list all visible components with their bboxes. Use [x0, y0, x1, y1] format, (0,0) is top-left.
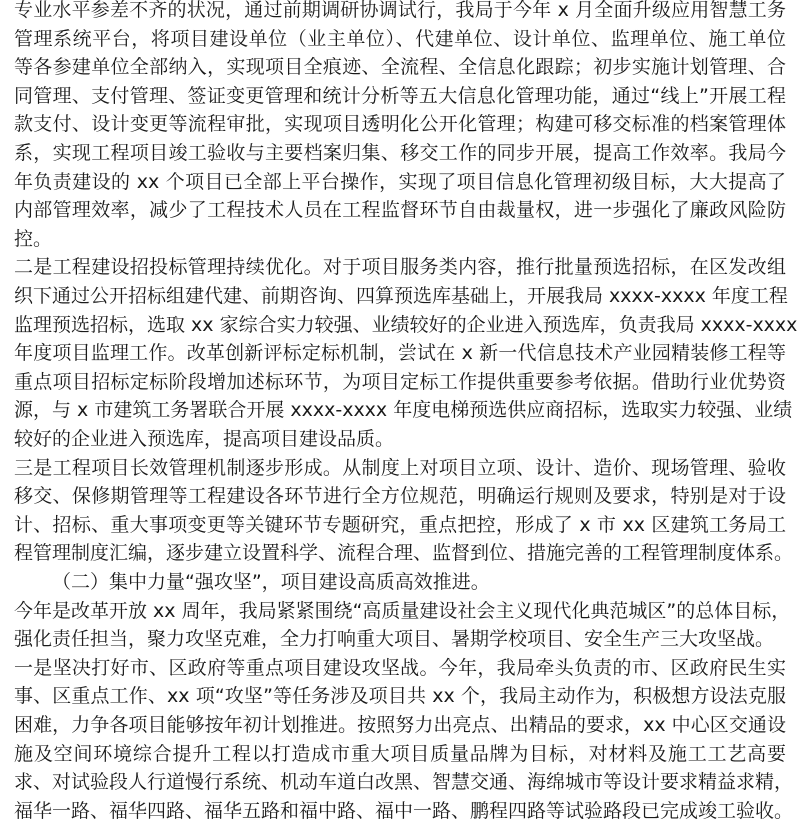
text-line: 年负责建设的 xx 个项目已全部上平台操作，实现了项目信息化管理初级目标，大大提高了	[14, 170, 786, 193]
text-line: 困难，力争各项目能够按年初计划推进。按照努力出亮点、出精品的要求，xx 中心区交通设	[14, 714, 786, 736]
text-line: 监理预选招标，选取 xx 家综合实力较强、业绩较好的企业进入预选库，负责我局 xxxx-xxxx	[14, 313, 798, 336]
text-line: 施及空间环境综合提升工程以打造成市重大项目质量品牌为目标，对材料及施工工艺高要	[14, 742, 786, 765]
text-line: 等各参建单位全部纳入，实现项目全痕迹、全流程、全信息化跟踪；初步实施计划管理、合	[14, 56, 786, 79]
text-line: 较好的企业进入预选库，提高项目建设品质。	[14, 428, 395, 450]
text-line: 福华一路、福华四路、福华五路和福中路、福中一路、鹏程四路等试验路段已完成竣工验收。	[14, 799, 794, 822]
text-line: 今年是改革开放 xx 周年，我局紧紧围绕“高质量建设社会主义现代化典范城区”的总体目标，	[14, 599, 791, 622]
text-line: 重点项目招标定标阶段增加述标环节，为项目定标工作提供重要参考依据。借助行业优势资	[14, 370, 786, 393]
text-line: 强化责任担当，聚力攻坚克难，全力打响重大项目、暑期学校项目、安全生产三大攻坚战。	[14, 628, 775, 651]
text-line: 求、对试验段人行道慢行系统、机动车道白改黑、智慧交通、海绵城市等设计要求精益求精，	[14, 771, 794, 794]
text-line: 移交、保修期管理等工程建设各环节进行全方位规范，明确运行规则及要求，特别是对于设	[14, 485, 786, 508]
text-line: 系，实现工程项目竣工验收与主要档案归集、移交工作的同步开展，提高工作效率。我局今	[14, 142, 786, 164]
text-line: 程管理制度汇编，逐步建立设置科学、流程合理、监督到位、措施完善的工程管理制度体系。	[14, 542, 794, 565]
text-line: 二是工程建设招投标管理持续优化。对于项目服务类内容，推行批量预选招标，在区发改组	[14, 256, 786, 279]
text-line: 事、区重点工作、xx 项“攻坚”等任务涉及项目共 xx 个，我局主动作为，积极想方设法克服	[14, 685, 786, 708]
text-line: 管理系统平台，将项目建设单位（业主单位）、代建单位、设计单位、监理单位、施工单位	[14, 27, 786, 50]
text-line: 三是工程项目长效管理机制逐步形成。从制度上对项目立项、设计、造价、现场管理、验收	[14, 456, 786, 479]
text-line: 款支付、设计变更等流程审批，实现项目透明化公开化管理；构建可移交标准的档案管理体	[14, 113, 786, 136]
text-line: 同管理、支付管理、签证变更管理和统计分析等五大信息化管理功能，通过“线上”开展工程	[14, 84, 786, 107]
text-line: 源，与 x 市建筑工务署联合开展 xxxx-xxxx 年度电梯预选供应商招标，选取实力较强、业绩	[14, 399, 793, 422]
text-line: 一是坚决打好市、区政府等重点项目建设攻坚战。今年，我局牵头负责的市、区政府民生实	[14, 656, 786, 679]
text-line: 控。	[14, 227, 53, 250]
text-line: 专业水平参差不齐的状况，通过前期调研协调试行，我局于今年 x 月全面升级应用智慧工务	[14, 0, 786, 21]
text-line: 内部管理效率，减少了工程技术人员在工程监督环节自由裁量权，进一步强化了廉政风险防	[14, 199, 786, 222]
text-line: 织下通过公开招标组建代建、前期咨询、四算预选库基础上，开展我局 xxxx-xxxx 年度工程	[14, 285, 788, 307]
text-line: （二）集中力量“强攻坚”，项目建设高质高效推进。	[52, 571, 490, 593]
text-line: 年度项目监理工作。改革创新评标定标机制，尝试在 x 新一代信息技术产业园精装修工程等	[14, 342, 786, 365]
text-line: 计、招标、重大事项变更等关键环节专题研究，重点把控，形成了 x 市 xx 区建筑工务局工	[14, 513, 786, 536]
